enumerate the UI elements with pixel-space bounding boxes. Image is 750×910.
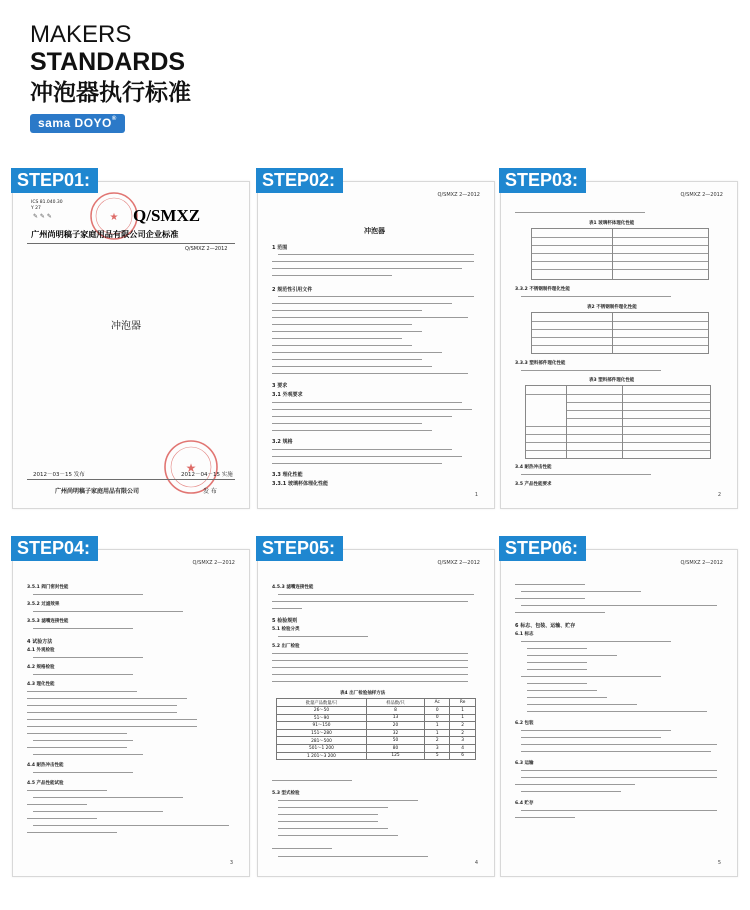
section-5: 5 检验规则: [272, 618, 298, 624]
class-code: Y 27: [31, 206, 41, 211]
section-3-4: 3.4 耐热冲击性能: [515, 465, 552, 470]
ics-code: ICS 81.040.30: [31, 200, 63, 205]
section-3: 3 要求: [272, 383, 288, 389]
page-header: [30, 22, 191, 133]
page-header-code: Q/SMXZ 2—2012: [437, 192, 480, 198]
section-5-2: 5.2 出厂检验: [272, 644, 300, 649]
section-4-2: 4.2 规格检验: [27, 665, 55, 670]
publish-word: 发 布: [203, 488, 217, 495]
document-page-4: [12, 549, 250, 877]
table-cell: 0: [425, 707, 450, 715]
table-2-title: 表2 不锈钢制件理化性能: [587, 305, 637, 310]
table-cell: 20: [366, 722, 424, 730]
document-page-6: [500, 549, 738, 877]
page-number: 2: [717, 492, 721, 498]
table-cell: 1: [425, 722, 450, 730]
section-3-3-3: 3.3.3 塑料部件理化性能: [515, 361, 566, 366]
table-cell: 2: [425, 737, 450, 745]
section-3-3: 3.3 理化性能: [272, 472, 303, 478]
table-cell: 0: [425, 714, 450, 722]
step-card-3: [499, 168, 737, 508]
page-header-code: Q/SMXZ 2—2012: [192, 560, 235, 566]
table-cell: 32: [366, 729, 424, 737]
table-row: [277, 737, 476, 745]
table-cell: 1: [450, 707, 476, 715]
table-row: [277, 714, 476, 722]
section-3-2: 3.2 规格: [272, 439, 293, 445]
step-label-3: STEP03:: [499, 168, 586, 193]
step-card-4: [11, 536, 249, 876]
svg-text:★: ★: [109, 212, 119, 223]
page-number: 3: [229, 860, 233, 866]
table-cell: 50: [366, 737, 424, 745]
step-label-5: STEP05:: [256, 536, 343, 561]
section-5-3: 5.3 型式检验: [272, 791, 300, 796]
table-cell: 26～50: [277, 707, 367, 715]
standard-number: Q/SMXZ 2—2012: [185, 246, 228, 252]
section-1: 1 范围: [272, 245, 288, 251]
standard-code: Q/SMXZ: [133, 206, 201, 225]
company-standard-title: 广州尚明稿子家庭用品有限公司企业标准: [31, 229, 179, 239]
section-6: 6 标志、包装、运输、贮存: [515, 623, 576, 629]
section-3-5-1: 3.5.1 阀门密封性能: [27, 585, 69, 590]
section-4-5: 4.5 产品性能试验: [27, 781, 64, 786]
table-2: [531, 312, 709, 354]
implementation-date: 2012－04－15 实施: [181, 472, 233, 478]
brand-logo-text: sama DOYO: [38, 116, 112, 130]
page-header-code: Q/SMXZ 2—2012: [680, 560, 723, 566]
brand-logo: [30, 114, 125, 133]
svg-text:★: ★: [185, 461, 197, 475]
table-row: [277, 729, 476, 737]
table-1: [531, 228, 709, 280]
table-header-cell: Re: [450, 699, 476, 707]
page-number: 4: [474, 860, 478, 866]
table-row: [277, 707, 476, 715]
table-cell: 13: [366, 714, 424, 722]
table-3-title: 表3 塑料部件理化性能: [589, 378, 635, 383]
document-page-3: [500, 181, 738, 509]
table-header-cell: 样品数/只: [366, 699, 424, 707]
table-header-cell: 批量产品数量/只: [277, 699, 367, 707]
page-header-code: Q/SMXZ 2—2012: [680, 192, 723, 198]
section-6-4: 6.4 贮存: [515, 801, 534, 806]
page-number: 1: [474, 492, 478, 498]
document-page-5: [257, 549, 495, 877]
table-cell: 2: [450, 729, 476, 737]
doc-title: 冲泡器: [364, 227, 385, 235]
table-header-cell: Ac: [425, 699, 450, 707]
section-3-3-1: 3.3.1 玻璃杯体理化性能: [272, 481, 328, 487]
section-6-2: 6.2 包装: [515, 721, 534, 726]
makers-label: MAKERS: [30, 21, 132, 48]
page-title: 冲泡器执行标准: [30, 80, 191, 106]
section-6-3: 6.3 运输: [515, 761, 534, 766]
section-3-3-2: 3.3.2 不锈钢制件理化性能: [515, 287, 570, 292]
table-cell: 501～1 200: [277, 744, 367, 752]
table-cell: 51～90: [277, 714, 367, 722]
sampling-table: [276, 698, 476, 760]
section-5-1: 5.1 检验分类: [272, 627, 300, 632]
step-label-6: STEP06:: [499, 536, 586, 561]
table-3: [525, 385, 711, 459]
product-name: 冲泡器: [111, 321, 141, 332]
issue-date: 2012－03－15 发布: [33, 472, 85, 478]
table-cell: 151～280: [277, 729, 367, 737]
table-1-title: 表1 玻璃杯体理化性能: [589, 221, 635, 226]
section-2: 2 规范性引用文件: [272, 287, 313, 293]
step-label-4: STEP04:: [11, 536, 98, 561]
table-cell: 1 201～3 200: [277, 752, 367, 760]
step-card-1: [11, 168, 249, 508]
table-cell: 1: [450, 714, 476, 722]
publisher-name: 广州尚明稿子家庭用品有限公司: [55, 488, 140, 495]
table-cell: 80: [366, 744, 424, 752]
document-page-2: [257, 181, 495, 509]
section-3-5-3: 3.5.3 滤嘴连接性能: [27, 619, 69, 624]
table-cell: 4: [450, 744, 476, 752]
section-3-1: 3.1 外观要求: [272, 392, 303, 398]
section-3-5: 3.5 产品性能要求: [515, 482, 552, 487]
document-page-cover: ICS 81.040.30 Y 27 ✎ ✎ ✎ ★ Q/SMXZ 广州尚明稿子家庭用品有限公司企业标准 Q/SMXZ 2—2012 冲泡器 ★ 2012－03－15 发布 2012－04－15 实施 广州尚明稿子家庭用品有限公司 发 布: [12, 181, 250, 509]
table-cell: 6: [450, 752, 476, 760]
table-cell: 2: [450, 722, 476, 730]
table-4-title: 表4 出厂检验抽样方法: [340, 691, 386, 696]
page-number: 5: [717, 860, 721, 866]
section-6-1: 6.1 标志: [515, 632, 534, 637]
registered-mark: ®: [111, 116, 117, 122]
section-4-3: 4.3 理化性能: [27, 682, 55, 687]
page-header-code: Q/SMXZ 2—2012: [437, 560, 480, 566]
section-4-4: 4.4 耐热冲击性能: [27, 763, 64, 768]
standards-label: STANDARDS: [30, 48, 186, 76]
section-4-5-3: 4.5.3 滤嘴连接性能: [272, 585, 314, 590]
table-cell: 125: [366, 752, 424, 760]
table-cell: 3: [450, 737, 476, 745]
section-4: 4 试验方法: [27, 639, 53, 645]
step-label-2: STEP02:: [256, 168, 343, 193]
step-card-6: [499, 536, 737, 876]
table-row: [277, 752, 476, 760]
table-cell: 281～500: [277, 737, 367, 745]
section-3-5-2: 3.5.2 过滤效果: [27, 602, 60, 607]
table-cell: 8: [366, 707, 424, 715]
step-card-5: [256, 536, 494, 876]
step-label-1: STEP01:: [11, 168, 98, 193]
table-cell: 91～150: [277, 722, 367, 730]
table-row: [277, 722, 476, 730]
table-cell: 5: [425, 752, 450, 760]
table-cell: 3: [425, 744, 450, 752]
section-4-1: 4.1 外观检验: [27, 648, 55, 653]
step-card-2: [256, 168, 494, 508]
table-cell: 1: [425, 729, 450, 737]
table-row: [277, 744, 476, 752]
